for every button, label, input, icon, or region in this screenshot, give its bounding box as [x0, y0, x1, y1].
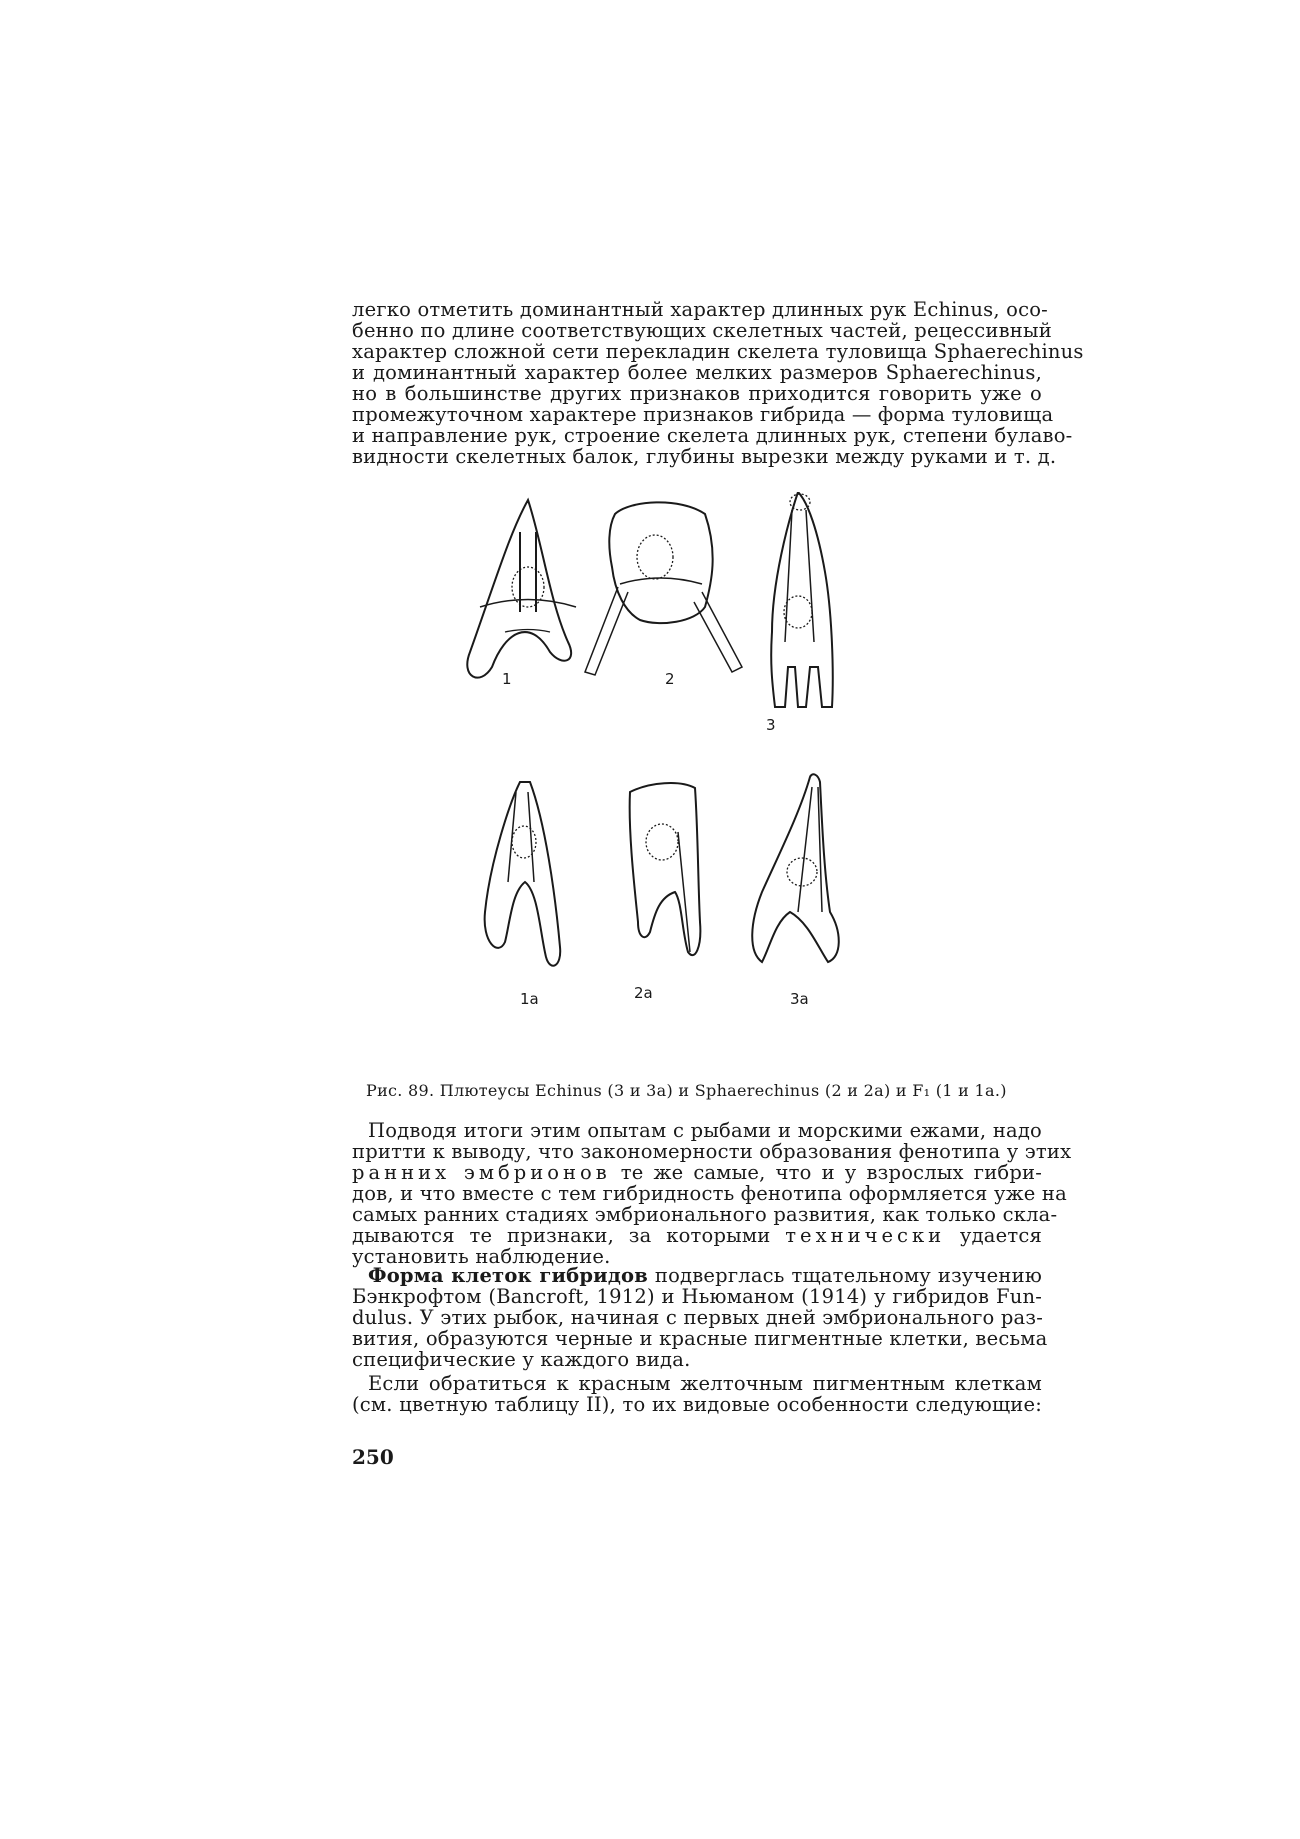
text-run: те же самые, что и у взрослых гибри- — [610, 1161, 1043, 1184]
page-number: 250 — [352, 1445, 394, 1469]
pluteus-drawing-1 — [467, 500, 576, 678]
text-line — [352, 1162, 1042, 1183]
text-line: промежуточном характере признаков гибрида — форма туловища — [352, 403, 1054, 426]
text-run: дываются те признаки, за которыми — [352, 1224, 786, 1247]
text-line: Если обратиться к красным желточным пигментным клеткам — [368, 1372, 1042, 1395]
text-line: притти к выводу, что закономерности образования фенотипа у этих — [352, 1140, 1072, 1163]
emphasis-spaced: технически — [785, 1224, 946, 1247]
paragraph-summary — [352, 1119, 1072, 1268]
pluteus-drawing-2 — [585, 502, 742, 675]
pluteus-figure — [450, 492, 890, 1052]
text-line: специфические у каждого вида. — [352, 1348, 691, 1371]
figure-label-1: 1 — [502, 670, 512, 688]
text-line: вития, образуются черные и красные пигментные клетки, весьма — [352, 1327, 1048, 1350]
text-line: Подводя итоги этим опытам с рыбами и морскими ежами, надо — [368, 1119, 1042, 1142]
figure-label-3: 3 — [766, 716, 776, 734]
figure-label-2: 2 — [665, 670, 675, 688]
pluteus-drawing-3a — [752, 774, 839, 962]
text-line: видности скелетных балок, глубины вырезки между руками и т. д. — [352, 445, 1057, 468]
text-line: но в большинстве других признаков приходится говорить уже о — [352, 382, 1042, 405]
text-line: и направление рук, строение скелета длинных рук, степени булаво- — [352, 424, 1073, 447]
paragraph-pigment-cells — [352, 1373, 1042, 1415]
text-line: характер сложной сети перекладин скелета туловища Sphaerechinus — [352, 340, 1084, 363]
text-line — [352, 1265, 1042, 1286]
figure-label-3a: 3a — [790, 990, 809, 1008]
paragraph-cell-shape — [352, 1264, 1048, 1371]
text-line: Бэнкрофтом (Bancroft, 1912) и Ньюманом (1914) у гибридов Fun- — [352, 1285, 1042, 1308]
paragraph-dominance — [352, 298, 1084, 468]
bold-heading: Форма клеток гибридов — [368, 1264, 648, 1287]
text-run: подверглась тщательному изучению — [648, 1264, 1042, 1287]
text-line: бенно по длине соответствующих скелетных частей, рецессивный — [352, 319, 1052, 342]
emphasis-spaced: ранних эмбрионов — [352, 1161, 611, 1184]
text-run: удается — [945, 1224, 1042, 1247]
text-line: установить наблюдение. — [352, 1245, 611, 1268]
text-line: (см. цветную таблицу II), то их видовые особенности следующие: — [352, 1393, 1042, 1416]
pluteus-drawing-2a — [630, 783, 701, 955]
text-line — [352, 1225, 1042, 1246]
figure-label-2a: 2a — [634, 984, 653, 1002]
text-line: dulus. У этих рыбок, начиная с первых дней эмбрионального раз- — [352, 1306, 1044, 1329]
text-line: самых ранних стадиях эмбрионального развития, как только скла- — [352, 1203, 1058, 1226]
figure-caption: Рис. 89. Плютеусы Echinus (3 и 3а) и Sphaerechinus (2 и 2а) и F₁ (1 и 1а.) — [366, 1081, 1007, 1100]
text-line: дов, и что вместе с тем гибридность фенотипа оформляется уже на — [352, 1182, 1067, 1205]
figure-label-1a: 1a — [520, 990, 539, 1008]
pluteus-drawing-1a — [485, 782, 561, 966]
text-line: легко отметить доминантный характер длинных рук Echinus, осо- — [352, 298, 1048, 321]
text-line: и доминантный характер более мелких размеров Sphaerechinus, — [352, 361, 1042, 384]
pluteus-drawing-3 — [771, 492, 833, 707]
